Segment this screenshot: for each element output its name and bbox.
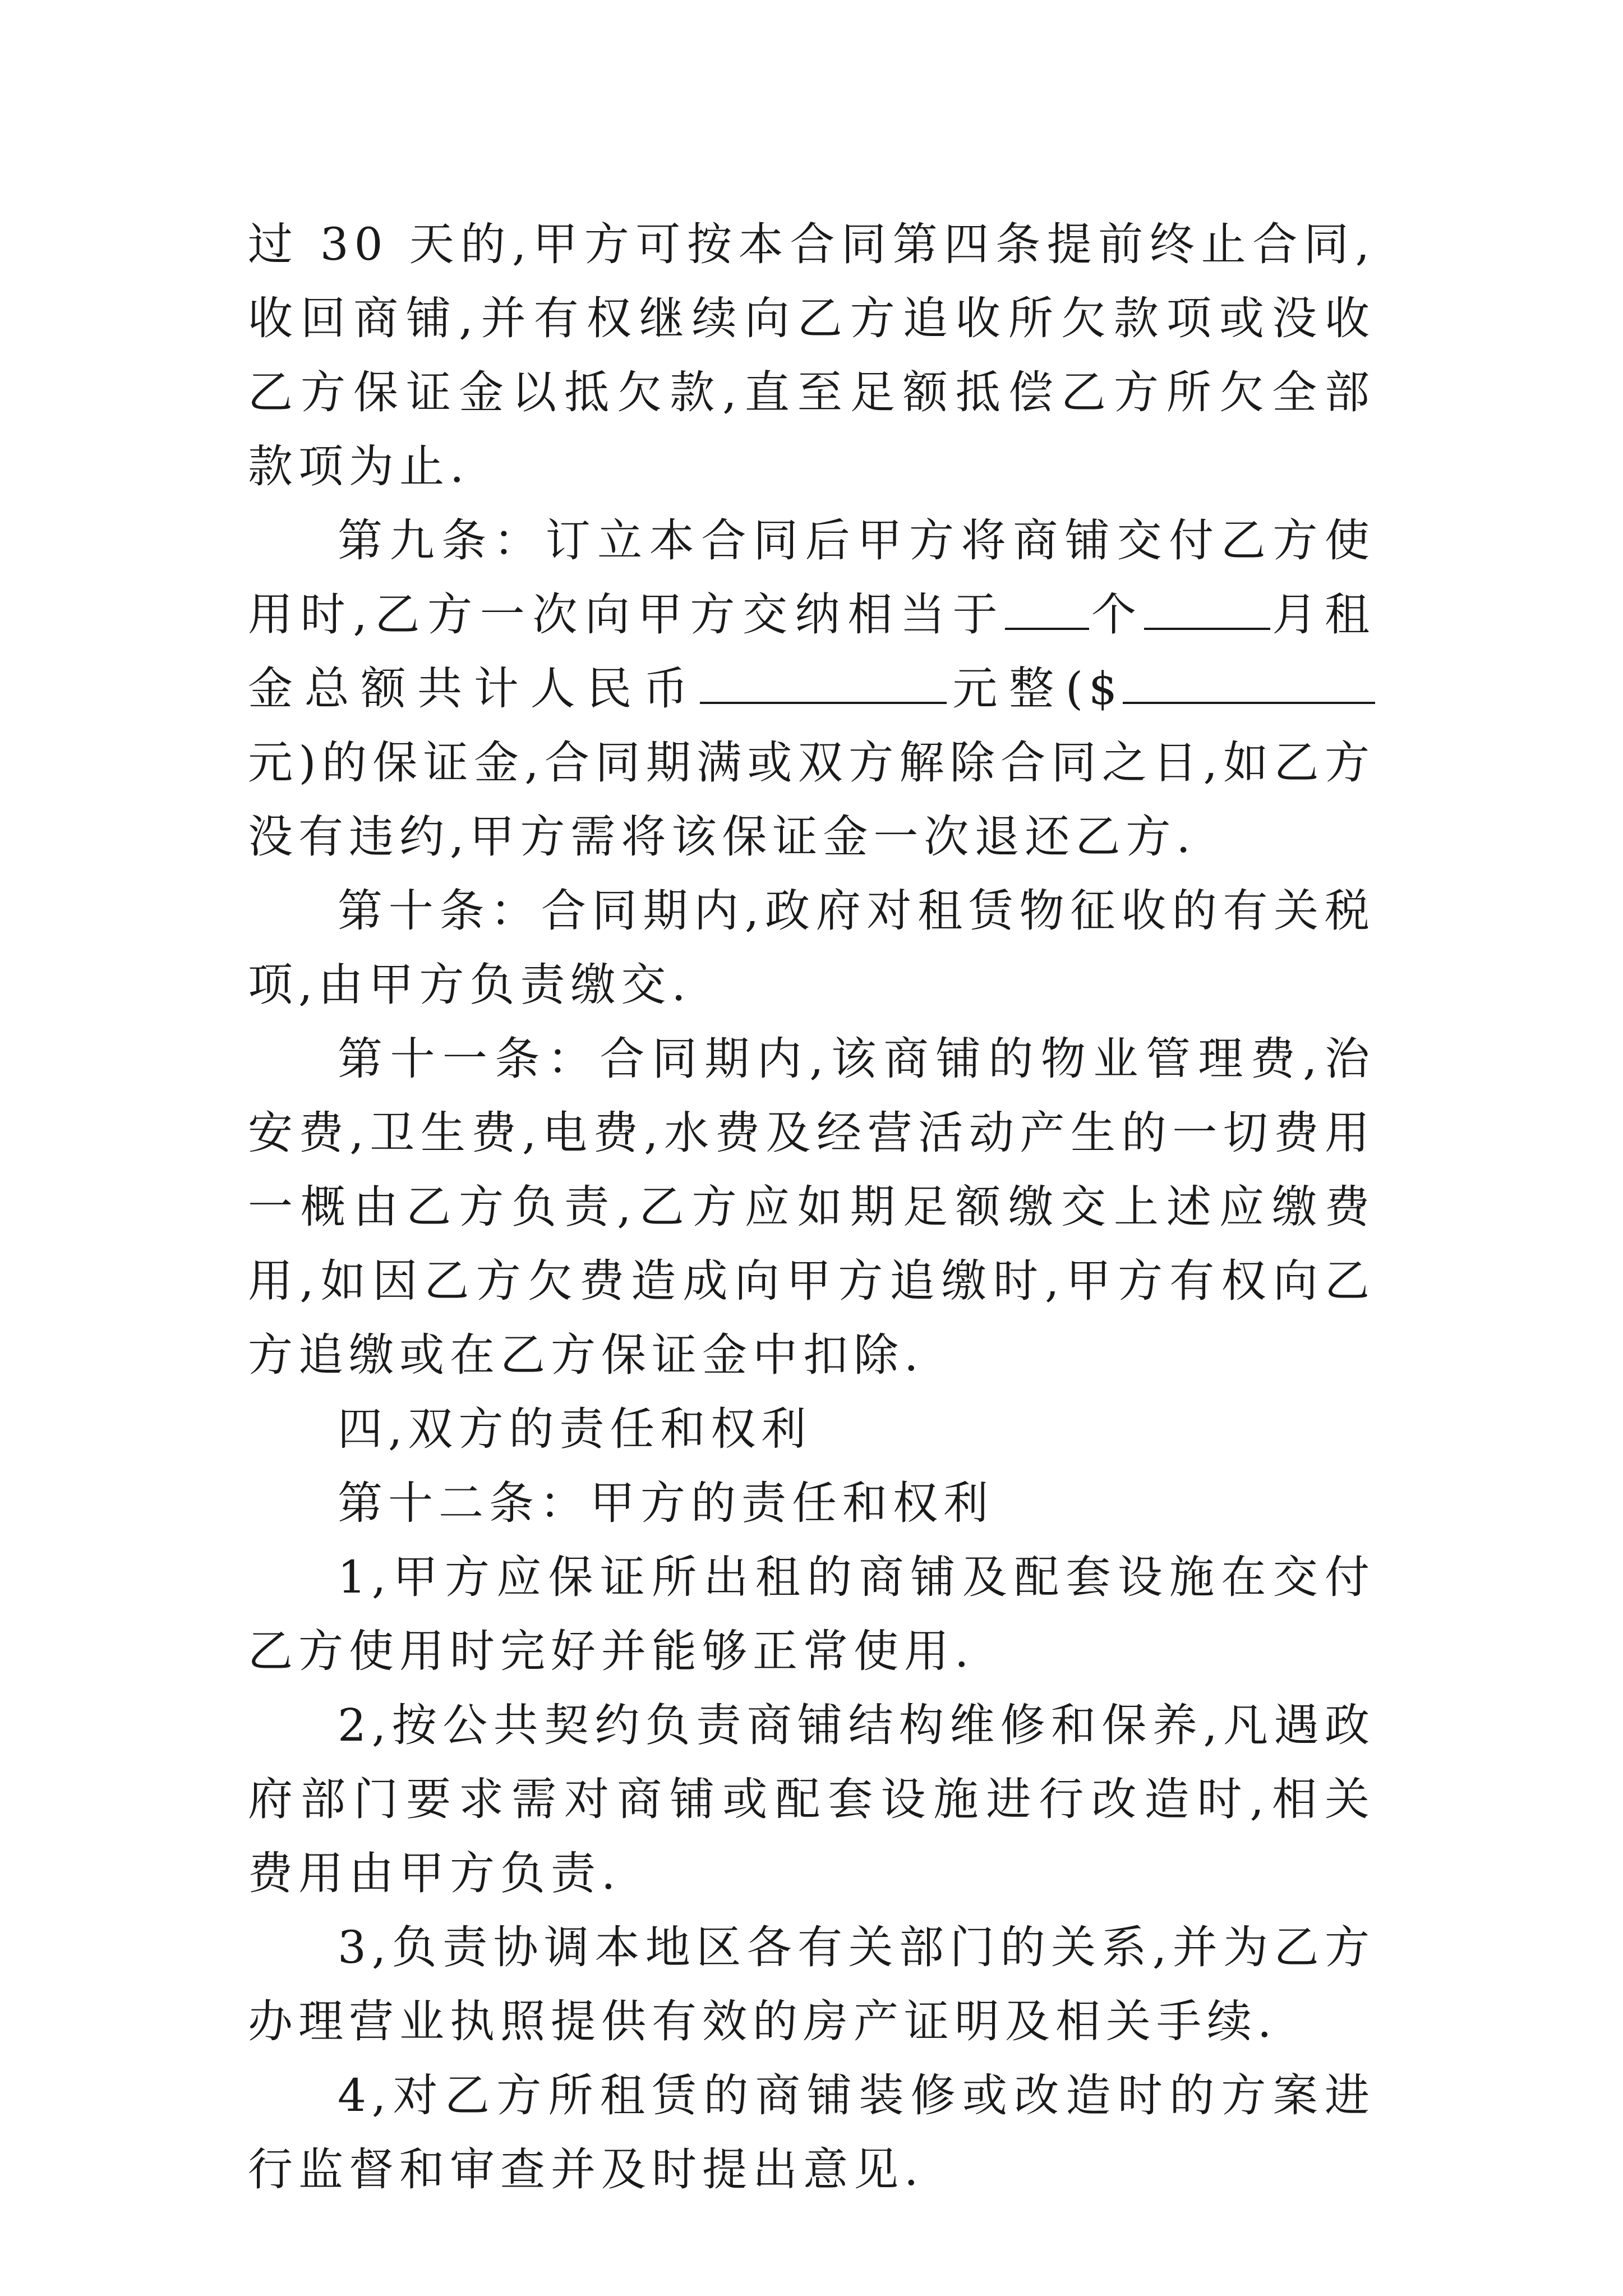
paragraph-item-4: 4,对乙方所租赁的商铺装修或改造时的方案进行监督和审查并及时提出意见.: [248, 2069, 1375, 2196]
article-9-text-2: 个: [1089, 588, 1144, 641]
paragraph-item-2: 2,按公共契约负责商铺结构维修和保养,凡遇政府部门要求需对商铺或配套设施进行改造时,相关费用由甲方负责.: [248, 1699, 1375, 1899]
article-9-text-3: 月租金总额共计人民币: [248, 588, 1376, 715]
blank-months-count[interactable]: [1005, 586, 1089, 630]
paragraph-article-12-title: 第十二条：甲方的责任和权利: [338, 1477, 994, 1529]
article-9-text-1: 第九条：订立本合同后甲方将商铺交付乙方使用时,乙方一次向甲方交纳相当于: [248, 514, 1375, 641]
article-9-text-5: 元)的保证金,合同期满或双方解除合同之日,如乙方没有违约,甲方需将该保证金一次退还乙方.: [248, 737, 1375, 863]
blank-amount-dollar[interactable]: [1123, 660, 1375, 704]
paragraph-article-9: [248, 504, 1375, 874]
blank-month-unit[interactable]: [1144, 586, 1270, 630]
paragraph-item-1: 1,甲方应保证所出租的商铺及配套设施在交付乙方使用时完好并能够正常使用.: [248, 1551, 1375, 1677]
paragraph-item-3: 3,负责协调本地区各有关部门的关系,并为乙方办理营业执照提供有效的房产证明及相关手续.: [248, 1921, 1375, 2047]
paragraph-continuation: 过 30 天的,甲方可按本合同第四条提前终止合同,收回商铺,并有权继续向乙方追收所欠款项或没收乙方保证金以抵欠款,直至足额抵偿乙方所欠全部款项为止.: [248, 218, 1375, 493]
paragraph-article-11: 第十一条：合同期内,该商铺的物业管理费,治安费,卫生费,电费,水费及经营活动产生的一切费用一概由乙方负责,乙方应如期足额缴交上述应缴费用,如因乙方欠费造成向甲方追缴时,甲方有权向乙方追缴或在乙方保证金中扣除.: [248, 1033, 1375, 1381]
section-heading-4: 四,双方的责任和权利: [338, 1403, 812, 1455]
article-9-text-4: 元整($: [946, 662, 1123, 715]
blank-amount-rmb[interactable]: [700, 660, 947, 704]
contract-body: [248, 208, 1375, 2207]
paragraph-article-10: 第十条：合同期内,政府对租赁物征收的有关税项,由甲方负责缴交.: [248, 885, 1375, 1011]
